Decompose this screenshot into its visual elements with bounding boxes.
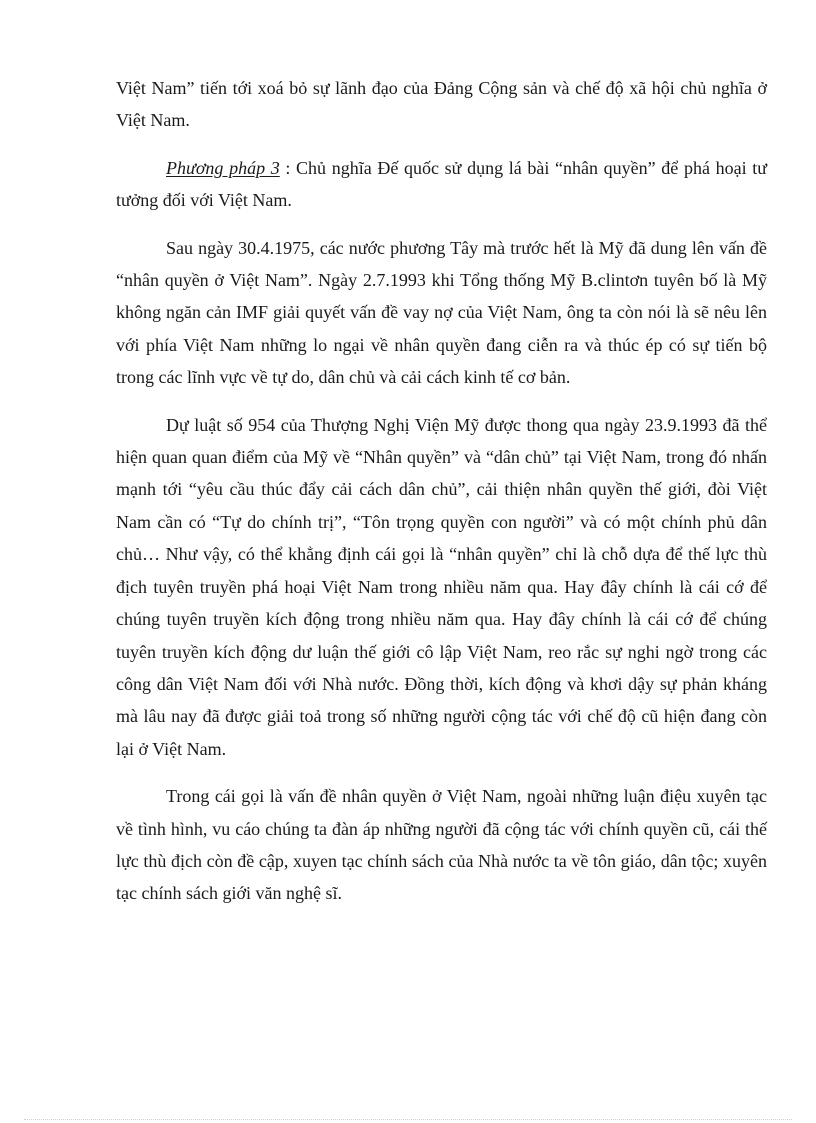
page-bottom-divider — [24, 1119, 792, 1120]
paragraph-after-1975: Sau ngày 30.4.1975, các nước phương Tây mà trước hết là Mỹ đã dung lên vấn đề “nhân quyền ở Việt Nam”. Ngày 2.7.1993 khi Tổng thống Mỹ B.clintơn tuyên bố là Mỹ không ngăn cản IMF giải quyết vấn đề vay nợ của Việt Nam, ông ta còn nói là sẽ nêu lên với phía Việt Nam những lo ngại về nhân quyền đang ciễn ra và thúc ép có sự tiến bộ trong các lĩnh vực về tự do, dân chủ và cải cách kinh tế cơ bản. — [116, 237, 767, 388]
paragraph-human-rights-issue: Trong cái gọi là vấn đề nhân quyền ở Việt Nam, ngoài những luận điệu xuyên tạc về tình hình, vu cáo chúng ta đàn áp những người đã cộng tác với chính quyền cũ, cái thế lực thù địch còn đề cập, xuyen tạc chính sách của Nhà nước ta về tôn giáo, dân tộc; xuyên tạc chính sách giới văn nghệ sĩ. — [116, 786, 767, 904]
document-body — [116, 72, 767, 925]
paragraph-method-3 — [116, 152, 767, 217]
paragraph-continuation: Việt Nam” tiến tới xoá bỏ sự lãnh đạo của Đảng Cộng sản và chế độ xã hội chủ nghĩa ở Việt Nam. — [116, 78, 767, 131]
method-3-text: : Chủ nghĩa Đế quốc sử dụng lá bài “nhân quyền” để phá hoại tư tưởng đối với Việt Nam. — [116, 157, 767, 211]
method-3-label: Phương pháp 3 — [166, 157, 280, 178]
paragraph-bill-954: Dự luật số 954 của Thượng Nghị Viện Mỹ được thong qua ngày 23.9.1993 đã thể hiện quan quan điểm của Mỹ về “Nhân quyền” và “dân chủ” tại Việt Nam, trong đó nhấn mạnh tới “yêu cầu thúc đẩy cải cách dân chủ”, cải thiện nhân quyền thế giới, đòi Việt Nam cần có “Tự do chính trị”, “Tôn trọng quyền con người” và có một chính phủ dân chủ… Như vậy, có thể khẳng định cái gọi là “nhân quyền” chỉ là chỗ dựa để thế lực thù địch tuyên truyền phá hoại Việt Nam trong nhiều năm qua. Hay đây chính là cái cớ để chúng tuyên truyền kích động trong nhiều năm qua. Hay đây chính là cái cớ để chúng tuyên truyền kích động dư luận thế giới cô lập Việt Nam, reo rắc sự nghi ngờ trong các công dân Việt Nam đối với Nhà nước. Đồng thời, kích động và khơi dậy sự phản kháng mà lâu nay đã được giải toả trong số những người cộng tác với chế độ cũ hiện đang còn lại ở Việt Nam. — [116, 414, 767, 759]
